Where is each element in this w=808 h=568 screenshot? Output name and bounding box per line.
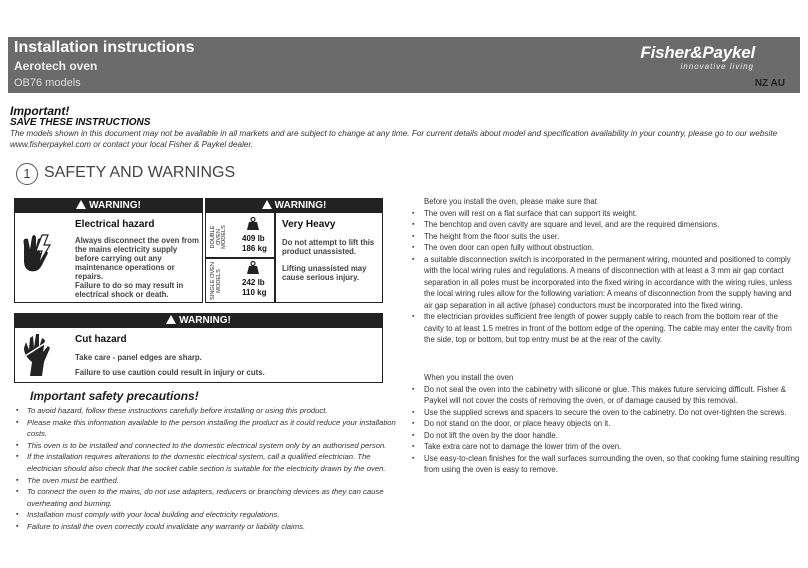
cut-hazard-title: Cut hazard	[75, 334, 127, 345]
important-heading: Important!	[10, 104, 70, 118]
list-item: ▪ The benchtop and oven cavity are square and level, and are the required dimensions.	[412, 219, 800, 231]
double-oven-weight-kg: 186 kg	[242, 244, 267, 253]
list-item: ▪ If the installation requires alterations to the domestic electrical system, call a qualified electrician. The electrician should also check that the socket cable section is suitable for the electricity drawn by the oven.	[16, 451, 401, 474]
cut-hazard-icon	[20, 332, 54, 378]
warning-label: WARNING!	[179, 315, 231, 326]
electrical-hazard-title: Electrical hazard	[75, 219, 155, 230]
very-heavy-consequence: Lifting unassisted may cause serious injury.	[282, 264, 367, 282]
list-item: ▪ Installation must comply with your local building and electricity regulations.	[16, 509, 401, 521]
list-item: ▪ Use the supplied screws and spacers to secure the oven to the cabinetry. Do not over-tighten the screws.	[412, 407, 800, 419]
single-oven-label: SINGLE OVEN MODELS	[210, 262, 222, 300]
before-install-list	[412, 208, 800, 346]
availability-notice: The models shown in this document may not be available in all markets and are subject to change at any time. For current details about model and specification availability in your country, please go to our website www.fisherpaykel.com or contact your local Fisher & Paykel dealer.	[10, 129, 778, 149]
warning-triangle-icon	[166, 315, 176, 324]
when-install-section	[412, 372, 800, 476]
single-oven-weight-lb: 242 lb	[242, 278, 265, 287]
warning-label: WARNING!	[274, 200, 327, 211]
warning-triangle-icon	[262, 200, 272, 209]
document-subtitle: Aerotech oven	[14, 59, 98, 73]
single-oven-weight-kg: 110 kg	[242, 288, 267, 297]
list-item: ▪ The oven must be earthed.	[16, 475, 401, 487]
weight-icon	[246, 261, 260, 275]
cut-hazard-text: Take care - panel edges are sharp.	[75, 353, 202, 362]
cut-hazard-consequence: Failure to use caution could result in injury or cuts.	[75, 368, 265, 377]
very-heavy-title: Very Heavy	[282, 219, 336, 230]
very-heavy-warning	[205, 198, 383, 303]
section-title: SAFETY AND WARNINGS	[44, 164, 236, 181]
before-install-intro: Before you install the oven, please make sure that	[424, 197, 597, 206]
warning-header	[206, 199, 382, 213]
weight-icon	[246, 217, 260, 231]
brand-tagline: innovative living	[680, 62, 754, 71]
list-item: ▪ Use easy-to-clean finishes for the wall surfaces surrounding the oven, so that cooking fume staining resulting from using the oven is easy to remove.	[412, 453, 800, 476]
brand-logo: Fisher&Paykel	[640, 43, 755, 62]
document-title: Installation instructions	[14, 39, 195, 56]
list-item: ▪ the electrician provides sufficient free length of power supply cable to reach from the bottom rear of the cavity to at least 1.5 metres in front of the bottom edge of the opening. The cable may enter the cavity from the side, top or bottom, but top entry must be at the rear of the cavity.	[412, 311, 800, 346]
double-oven-weight-lb: 409 lb	[242, 234, 265, 243]
electrical-hazard-consequence: Failure to do so may result in electrical shock or death.	[75, 281, 184, 299]
electrical-hazard-text: Always disconnect the oven from the mains electricity supply before carrying out any maintenance operations or repairs.	[75, 236, 199, 281]
list-item: ▪ Do not lift the oven by the door handle.	[412, 430, 800, 442]
warning-header	[15, 314, 382, 328]
list-item: ▪ Failure to install the oven correctly could invalidate any warranty or liability claims.	[16, 521, 401, 533]
warning-triangle-icon	[76, 200, 86, 209]
model-label: OB76 models	[14, 77, 81, 89]
when-install-list	[412, 384, 800, 476]
section-number: 1	[16, 163, 38, 185]
list-item: ▪ Do not stand on the door, or place heavy objects on it.	[412, 418, 800, 430]
precautions-title: Important safety precautions!	[30, 389, 199, 403]
list-item: ▪ a suitable disconnection switch is incorporated in the permanent wiring, mounted and positioned to comply with the local wiring rules and regulations. A means of disconnection with at least a 3 mm air gap contact separation in all poles must be incorporated into the fixed wiring in accordance with the wiring rules, unless the local wiring rules allow for the following variation: A means of disconnection from the supply having and air gap separation in all active (phase) conductors must be incorporated into the fixed wiring.	[412, 254, 800, 312]
list-item: ▪ The oven door can open fully without obstruction.	[412, 242, 800, 254]
warning-label: WARNING!	[89, 200, 141, 211]
warning-header	[15, 199, 202, 213]
save-instructions-heading: SAVE THESE INSTRUCTIONS	[10, 117, 151, 128]
weight-row-divider	[206, 257, 275, 259]
header-band	[8, 37, 800, 93]
region-label: NZ AU	[754, 78, 785, 89]
electrical-hazard-warning	[14, 198, 203, 303]
when-install-intro: When you install the oven	[424, 373, 514, 382]
very-heavy-text: Do not attempt to lift this product unassisted.	[282, 238, 375, 256]
cut-hazard-warning	[14, 313, 383, 383]
electrical-hazard-icon	[18, 231, 56, 275]
list-item: ▪ This oven is to be installed and connected to the domestic electrical system only by an authorised person.	[16, 440, 401, 452]
precautions-list	[16, 405, 401, 533]
list-item: ▪ The height from the floor suits the user.	[412, 231, 800, 243]
list-item: ▪ Do not seal the oven into the cabinetry with silicone or glue. This makes future servicing difficult. Fisher & Paykel will not cover the costs of removing the oven, or of damage caused by this removal.	[412, 384, 800, 407]
list-item: ▪ To avoid hazard, follow these instructions carefully before installing or using this product.	[16, 405, 401, 417]
list-item: ▪ Please make this information available to the person installing the product as it could reduce your installation costs.	[16, 417, 401, 440]
list-item: ▪ To connect the oven to the mains, do not use adapters, reducers or branching devices as they can cause overheating and burning.	[16, 486, 401, 509]
before-install-section	[412, 196, 800, 346]
list-item: ▪ Take extra care not to damage the lower trim of the oven.	[412, 441, 800, 453]
double-oven-label: DOUBLE OVEN MODELS	[210, 225, 228, 249]
list-item: ▪ The oven will rest on a flat surface that can support its weight.	[412, 208, 800, 220]
